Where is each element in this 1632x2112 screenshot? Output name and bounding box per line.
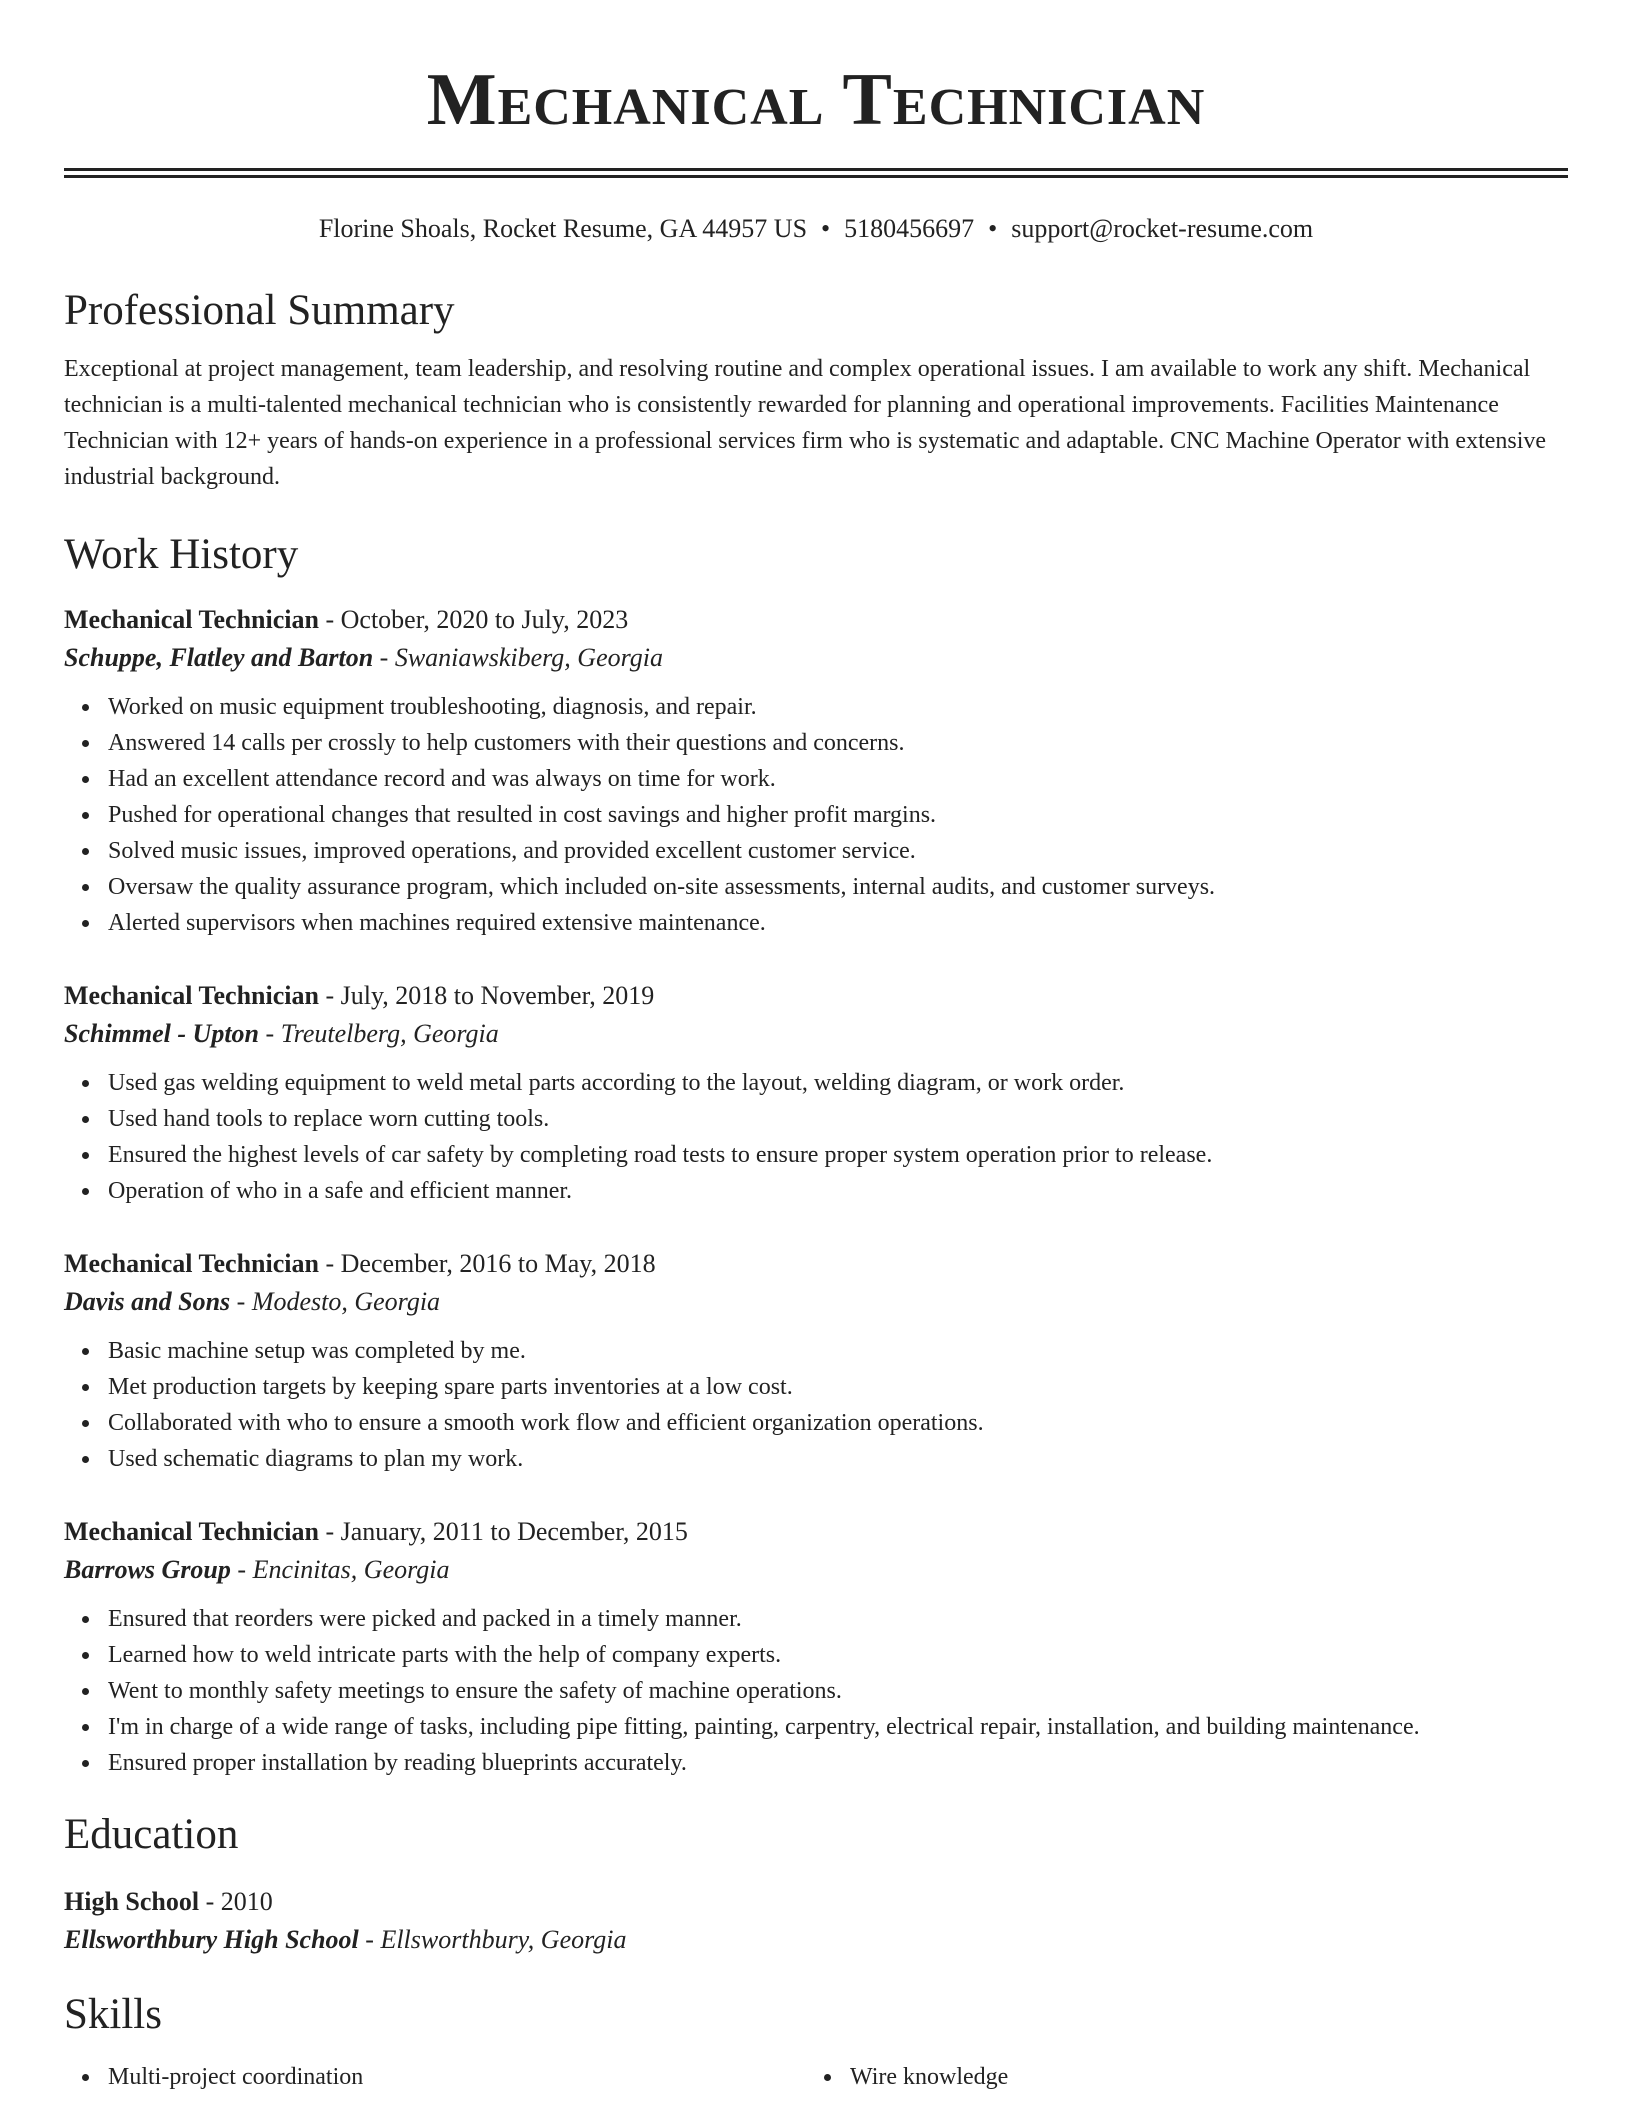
job-location: Swaniawskiberg, Georgia <box>394 643 664 672</box>
list-item: Met production targets by keeping spare parts inventories at a low cost. <box>108 1369 1568 1405</box>
education-year: 2010 <box>220 1887 273 1916</box>
job-dash: - <box>230 1555 253 1584</box>
education-degree: High School <box>64 1887 200 1916</box>
job-dash: - <box>373 643 395 672</box>
job-title: Mechanical Technician <box>64 605 319 634</box>
contact-info <box>64 213 1568 245</box>
job-company-line <box>64 1015 1568 1053</box>
job-title: Mechanical Technician <box>64 1249 319 1278</box>
job-title-line <box>64 977 1568 1015</box>
education-entry <box>64 1883 1568 1959</box>
list-item: Collaborated with who to ensure a smooth work flow and efficient organization operations. <box>108 1405 1568 1441</box>
job-company-line <box>64 1283 1568 1321</box>
job-location: Encinitas, Georgia <box>252 1555 450 1584</box>
job-company: Davis and Sons <box>64 1287 231 1316</box>
job-entry <box>64 601 1568 941</box>
summary-heading: Professional Summary <box>64 287 455 334</box>
job-title-line <box>64 1245 1568 1283</box>
skills-heading: Skills <box>64 1991 162 2038</box>
list-item: Used hand tools to replace worn cutting tools. <box>108 1101 1568 1137</box>
list-item: Pushed for operational changes that resulted in cost savings and higher profit margins. <box>108 797 1568 833</box>
list-item: Used gas welding equipment to weld metal parts according to the layout, welding diagram, or work order. <box>108 1065 1568 1101</box>
job-location: Treutelberg, Georgia <box>280 1019 499 1048</box>
education-school-line <box>64 1921 1568 1959</box>
contact-separator: • <box>988 214 998 243</box>
job-dash: - <box>318 1517 341 1546</box>
job-entry <box>64 1513 1568 1781</box>
job-company: Schimmel - Upton <box>64 1019 260 1048</box>
job-duties-list <box>64 1065 1568 1209</box>
contact-address: Florine Shoals, Rocket Resume, GA 44957 US <box>318 214 808 243</box>
job-title: Mechanical Technician <box>64 981 319 1010</box>
job-entry <box>64 977 1568 1209</box>
work-history-heading: Work History <box>64 531 299 578</box>
job-dash: - <box>318 1249 341 1278</box>
list-item: Oversaw the quality assurance program, which included on-site assessments, internal audits, and customer surveys. <box>108 869 1568 905</box>
skills-column-left <box>64 2059 806 2095</box>
job-title-line <box>64 1513 1568 1551</box>
title-divider <box>64 168 1568 178</box>
list-item: Used schematic diagrams to plan my work. <box>108 1441 1568 1477</box>
job-company: Barrows Group <box>64 1555 231 1584</box>
contact-email: support@rocket-resume.com <box>1011 214 1314 243</box>
job-dash: - <box>230 1287 252 1316</box>
job-dash: - <box>259 1019 281 1048</box>
job-duties-list <box>64 689 1568 941</box>
list-item: Learned how to weld intricate parts with the help of company experts. <box>108 1637 1568 1673</box>
contact-phone: 5180456697 <box>844 214 975 243</box>
list-item: Went to monthly safety meetings to ensure the safety of machine operations. <box>108 1673 1568 1709</box>
list-item: Wire knowledge <box>850 2059 1548 2095</box>
summary-text: Exceptional at project management, team leadership, and resolving routine and complex operational issues. I am available to work any shift. Mechanical technician is a multi-talented mechanical technician who is consistently rewarded for planning and operational improvements. Facilities Maintenance Technician with 12+ years of hands-on experience in a professional services firm who is systematic and adaptable. CNC Machine Operator with extensive industrial background. <box>64 356 1547 490</box>
list-item: I'm in charge of a wide range of tasks, including pipe fitting, painting, carpentry, electrical repair, installation, and building maintenance. <box>108 1709 1568 1745</box>
list-item: Alerted supervisors when machines required extensive maintenance. <box>108 905 1568 941</box>
job-dates: January, 2011 to December, 2015 <box>340 1517 688 1546</box>
education-location: Ellsworthbury, Georgia <box>380 1925 627 1954</box>
education-dash: - <box>199 1887 221 1916</box>
list-item: Ensured the highest levels of car safety by completing road tests to ensure proper system operation prior to release. <box>108 1137 1568 1173</box>
list-item: Worked on music equipment troubleshooting, diagnosis, and repair. <box>108 689 1568 725</box>
job-location: Modesto, Georgia <box>251 1287 441 1316</box>
job-company-line <box>64 639 1568 677</box>
list-item: Ensured that reorders were picked and packed in a timely manner. <box>108 1601 1568 1637</box>
education-degree-line <box>64 1883 1568 1921</box>
job-duties-list <box>64 1333 1568 1477</box>
job-duties-list <box>64 1601 1568 1781</box>
list-item: Ensured proper installation by reading blueprints accurately. <box>108 1745 1568 1781</box>
education-school: Ellsworthbury High School <box>64 1925 359 1954</box>
job-dates: July, 2018 to November, 2019 <box>340 981 655 1010</box>
education-heading: Education <box>64 1811 239 1858</box>
list-item: Solved music issues, improved operations, and provided excellent customer service. <box>108 833 1568 869</box>
resume-title: Mechanical Technician <box>426 59 1206 141</box>
job-dates: October, 2020 to July, 2023 <box>340 605 629 634</box>
list-item: Answered 14 calls per crossly to help customers with their questions and concerns. <box>108 725 1568 761</box>
job-title: Mechanical Technician <box>64 1517 319 1546</box>
list-item: Had an excellent attendance record and was always on time for work. <box>108 761 1568 797</box>
list-item: Multi-project coordination <box>108 2059 806 2095</box>
skills-list <box>64 2059 1568 2095</box>
job-title-line <box>64 601 1568 639</box>
contact-separator: • <box>821 214 831 243</box>
skills-column-right <box>806 2059 1548 2095</box>
list-item: Operation of who in a safe and efficient manner. <box>108 1173 1568 1209</box>
job-dash: - <box>318 981 341 1010</box>
job-entry <box>64 1245 1568 1477</box>
job-dates: December, 2016 to May, 2018 <box>340 1249 656 1278</box>
job-company: Schuppe, Flatley and Barton <box>64 643 374 672</box>
job-dash: - <box>318 605 341 634</box>
list-item: Basic machine setup was completed by me. <box>108 1333 1568 1369</box>
job-company-line <box>64 1551 1568 1589</box>
education-dash: - <box>358 1925 381 1954</box>
